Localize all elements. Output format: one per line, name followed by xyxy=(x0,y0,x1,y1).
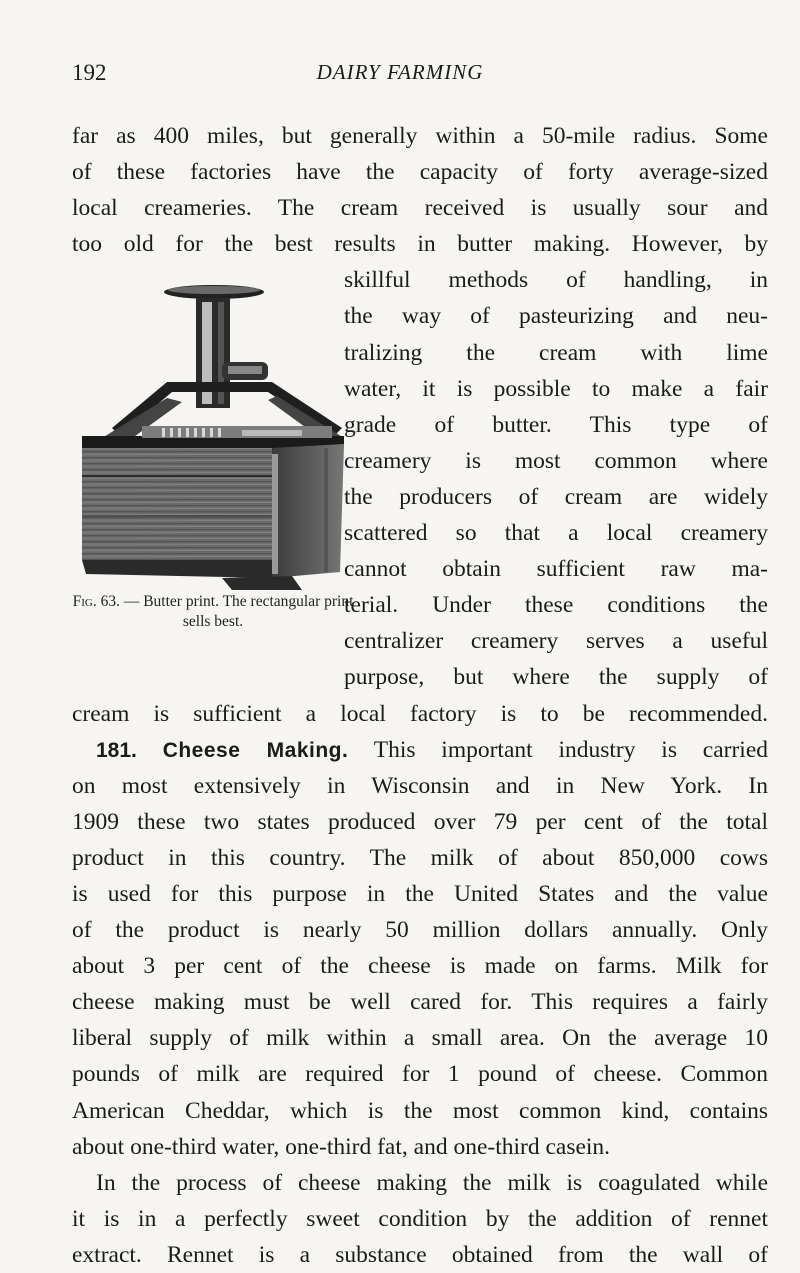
text-line: about 3 per cent of the cheese is made on farms. Milk for xyxy=(72,953,768,980)
text-line: the producers of cream are widely xyxy=(344,483,768,510)
text-line: In the process of cheese making the milk is coagulated while xyxy=(96,1169,768,1196)
text-line: of the product is nearly 50 million dollars annually. Only xyxy=(72,917,768,944)
text-line: local creameries. The cream received is usually sour and xyxy=(72,195,768,222)
text-line: cream is sufficient a local factory is to be recommended. xyxy=(72,700,768,727)
text-line: terial. Under these conditions the xyxy=(344,592,768,619)
text-line: cheese making must be well cared for. This requires a fairly xyxy=(72,989,768,1016)
text-line: it is in a perfectly sweet condition by the addition of rennet xyxy=(72,1205,768,1232)
section-heading-line xyxy=(72,732,768,768)
text-line: far as 400 miles, but generally within a 50-mile radius. Some xyxy=(72,123,768,149)
text-line: 1909 these two states produced over 79 per cent of the total xyxy=(72,808,768,835)
text-line: skillful methods of handling, in xyxy=(344,267,768,294)
section-first-line: This important industry is carried xyxy=(348,736,769,763)
page-header xyxy=(72,60,728,90)
text-line: pounds of milk are required for 1 pound of cheese. Common xyxy=(72,1061,768,1088)
section-title: Cheese Making. xyxy=(162,738,349,762)
text-line: scattered so that a local creamery xyxy=(344,520,768,547)
text-line: of these factories have the capacity of forty average-sized xyxy=(72,159,768,186)
text-line: on most extensively in Wisconsin and in New York. In xyxy=(72,772,768,799)
text-line: liberal supply of milk within a small area. On the average 10 xyxy=(72,1025,768,1052)
text-line: the way of pasteurizing and neu- xyxy=(344,303,768,330)
running-title: DAIRY FARMING xyxy=(316,60,484,84)
text-line: extract. Rennet is a substance obtained from the wall of xyxy=(72,1241,768,1268)
text-line: is used for this purpose in the United States and the value xyxy=(72,880,768,907)
text-line: grade of butter. This type of xyxy=(344,411,768,438)
text-line: product in this country. The milk of about 850,000 cows xyxy=(72,844,768,871)
text-line: centralizer creamery serves a useful xyxy=(344,628,768,655)
page-number: 192 xyxy=(72,60,107,85)
figure-caption-text: — Butter print. The rectangular print sells best. xyxy=(119,593,354,630)
text-line: tralizing the cream with lime xyxy=(344,339,768,366)
text-line: cannot obtain sufficient raw ma- xyxy=(344,556,768,583)
text-line: purpose, but where the supply of xyxy=(344,664,768,691)
text-line: water, it is possible to make a fair xyxy=(344,375,768,402)
figure-label: Fig. 63. xyxy=(72,593,120,610)
text-line: too old for the best results in butter making. However, by xyxy=(72,231,768,258)
body-text xyxy=(72,118,768,1273)
text-line: creamery is most common where xyxy=(344,447,768,474)
text-line: American Cheddar, which is the most common kind, contains xyxy=(72,1097,768,1124)
text-line: about one-third water, one-third fat, and one-third casein. xyxy=(72,1133,611,1160)
section-number: 181. xyxy=(96,738,137,762)
